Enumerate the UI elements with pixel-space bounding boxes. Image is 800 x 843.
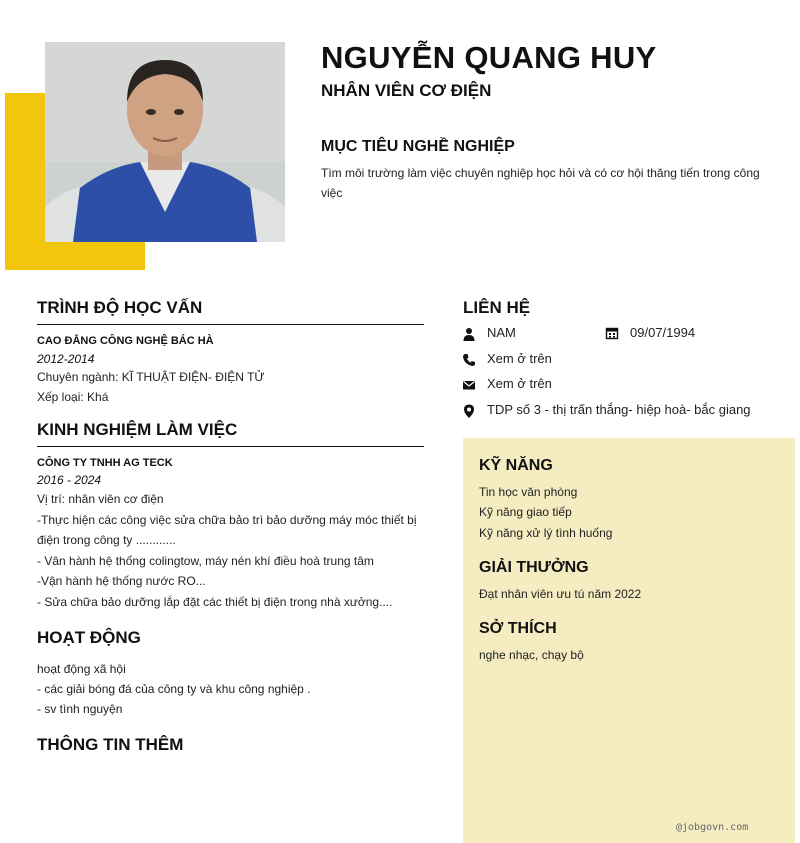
- person-icon: [462, 327, 476, 341]
- education-major: Chuyên ngành: KĨ THUẬT ĐIỆN- ĐIỆN TỬ: [37, 370, 265, 384]
- activity-line: - sv tình nguyện: [37, 702, 123, 716]
- education-divider: [37, 324, 424, 325]
- profile-photo: [45, 42, 285, 242]
- job-title: NHÂN VIÊN CƠ ĐIỆN: [321, 81, 492, 100]
- experience-line: điện trong công ty ............: [37, 533, 176, 547]
- experience-line: - Sửa chữa bảo dưỡng lắp đặt các thiết bị điện trong nhà xưởng....: [37, 594, 393, 609]
- skills-title: KỸ NĂNG: [479, 457, 553, 474]
- skills-panel: [463, 438, 795, 843]
- education-section: [37, 298, 424, 404]
- contact-birthday: 09/07/1994: [630, 325, 696, 340]
- experience-lines: [37, 489, 424, 612]
- activities-section: [37, 628, 424, 719]
- candidate-name: NGUYỄN QUANG HUY: [321, 40, 657, 75]
- experience-line: Vị trí: nhân viên cơ điện: [37, 492, 164, 506]
- watermark: @jobgovn.com: [676, 822, 749, 833]
- education-grade: Xếp loại: Khá: [37, 390, 109, 404]
- contact-email: Xem ở trên: [487, 376, 552, 391]
- award-item: Đạt nhân viên ưu tú năm 2022: [479, 587, 642, 601]
- awards-title: GIẢI THƯỞNG: [479, 559, 589, 576]
- experience-period: 2016 - 2024: [37, 473, 102, 487]
- objective-title: MỤC TIÊU NGHỀ NGHIỆP: [321, 138, 515, 155]
- skill-item: Kỹ năng xử lý tình huống: [479, 526, 613, 540]
- contact-gender: NAM: [487, 325, 516, 340]
- experience-line: -Vận hành hệ thống nước RO...: [37, 574, 206, 588]
- activity-line: - các giải bóng đá của công ty và khu công nghiệp .: [37, 682, 311, 696]
- hobbies-title: SỞ THÍCH: [479, 620, 557, 637]
- experience-line: -Thực hiện các công việc sửa chữa bảo trì bảo dưỡng máy móc thiết bị: [37, 512, 417, 527]
- skill-item: Tin học văn phòng: [479, 485, 578, 499]
- hobby-item: nghe nhạc, chạy bộ: [479, 648, 584, 662]
- objective-text: Tìm môi trường làm việc chuyên nghiệp học hỏi và có cơ hội thăng tiến trong công việc: [321, 166, 760, 200]
- experience-divider: [37, 446, 424, 447]
- school-name: CAO ĐẲNG CÔNG NGHỆ BÁC HÀ: [37, 335, 214, 347]
- experience-line: - Vân hành hệ thống colingtow, máy nén khí điều hoà trung tâm: [37, 553, 374, 568]
- company-name: CÔNG TY TNHH AG TECK: [37, 457, 173, 469]
- mail-icon: [462, 378, 476, 392]
- education-title: TRÌNH ĐỘ HỌC VẤN: [37, 298, 203, 317]
- experience-title: KINH NGHIỆM LÀM VIỆC: [37, 420, 238, 439]
- more-info-title: THÔNG TIN THÊM: [37, 735, 184, 754]
- location-pin-icon: [462, 404, 476, 418]
- education-period: 2012-2014: [37, 352, 95, 366]
- activities-lines: [37, 659, 424, 719]
- activities-title: HOẠT ĐỘNG: [37, 628, 141, 647]
- contact-phone: Xem ở trên: [487, 351, 552, 366]
- activity-line: hoạt động xã hội: [37, 662, 126, 676]
- more-info-section: [37, 735, 424, 755]
- phone-icon: [462, 353, 476, 367]
- experience-section: [37, 420, 424, 612]
- calendar-icon: [605, 326, 619, 340]
- contact-address: TDP số 3 - thị trấn thắng- hiệp hoà- bắc giang: [487, 402, 751, 417]
- left-column: [37, 298, 424, 755]
- skill-item: Kỹ năng giao tiếp: [479, 505, 572, 519]
- contact-title: LIÊN HỆ: [463, 298, 531, 317]
